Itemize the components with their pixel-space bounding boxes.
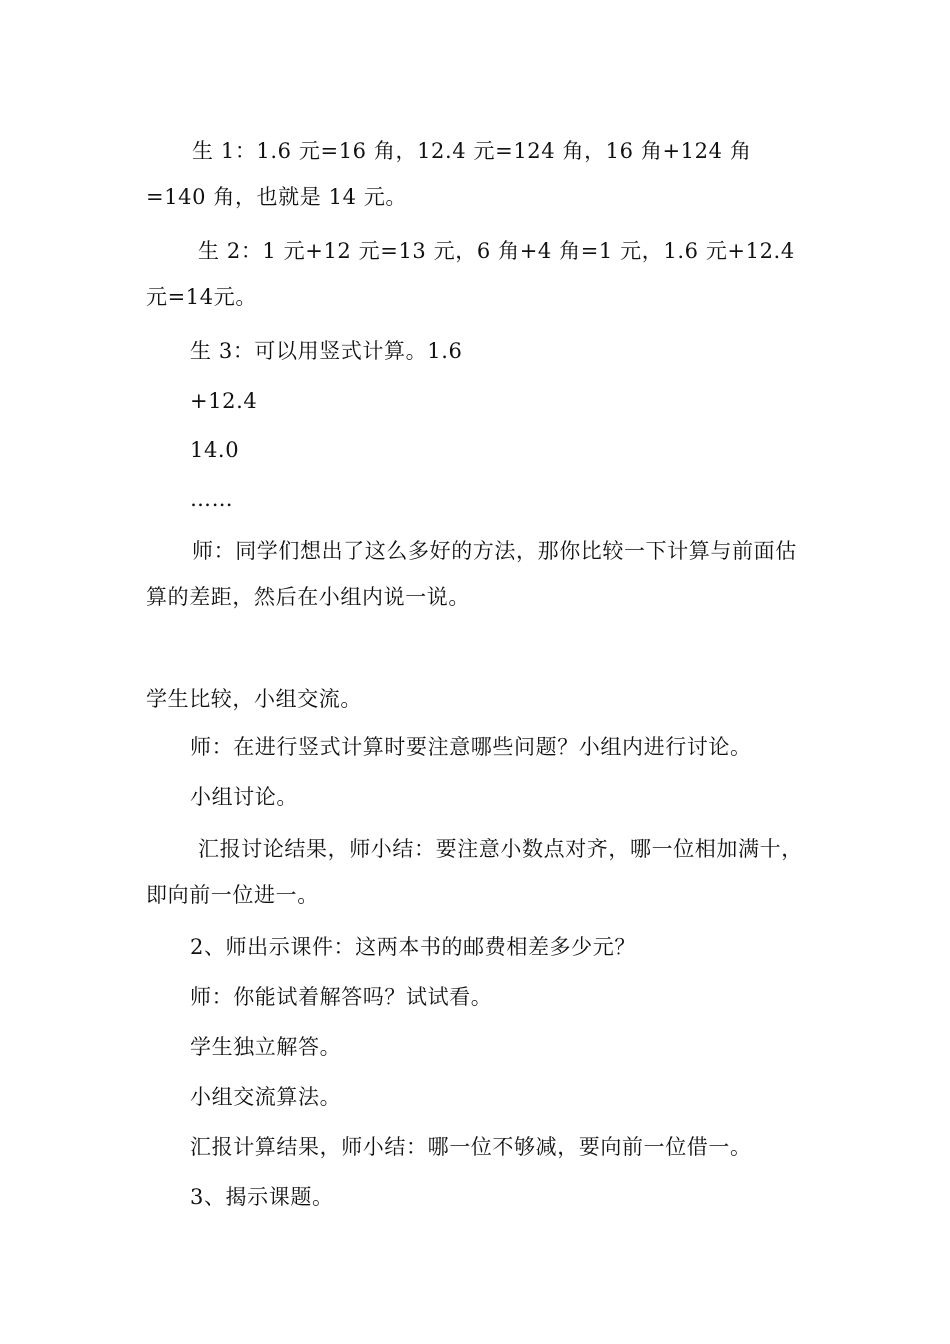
vertical-calc-line-addend: +12.4 xyxy=(190,389,258,413)
paragraph-teacher-compare: 师：同学们想出了这么多好的方法，那你比较一下计算与前面估算的差距，然后在小组内说一说。 xyxy=(146,539,797,609)
paragraph-group-discussion: 小组讨论。 xyxy=(190,785,298,809)
paragraph-student2: 生 2：1 元+12 元=13 元，6 角+4 角=1 元，1.6 元+12.4 元=14元。 xyxy=(146,239,795,309)
paragraph-courseware: 2、师出示课件：这两本书的邮费相差多少元？ xyxy=(190,935,636,959)
vertical-calc-line-result: 14.0 xyxy=(190,438,240,462)
paragraph-report-summary: 汇报讨论结果，师小结：要注意小数点对齐，哪一位相加满十，即向前一位进一。 xyxy=(146,837,803,907)
paragraph-student3: 生 3：可以用竖式计算。1.6 xyxy=(190,339,463,363)
paragraph-report-result: 汇报计算结果，师小结：哪一位不够减，要向前一位借一。 xyxy=(190,1135,752,1159)
paragraph-teacher-question: 师：在进行竖式计算时要注意哪些问题？小组内进行讨论。 xyxy=(190,735,752,759)
paragraph-reveal-topic: 3、揭示课题。 xyxy=(190,1185,334,1209)
paragraph-group-exchange: 小组交流算法。 xyxy=(190,1085,342,1109)
paragraph-student1: 生 1：1.6 元=16 角，12.4 元=124 角，16 角+124 角=140 角，也就是 14 元。 xyxy=(146,139,752,209)
ellipsis-line: …… xyxy=(190,487,234,511)
paragraph-teacher-try: 师：你能试着解答吗？试试看。 xyxy=(190,985,493,1009)
paragraph-independent-answer: 学生独立解答。 xyxy=(190,1035,342,1059)
paragraph-students-compare: 学生比较，小组交流。 xyxy=(146,687,362,711)
